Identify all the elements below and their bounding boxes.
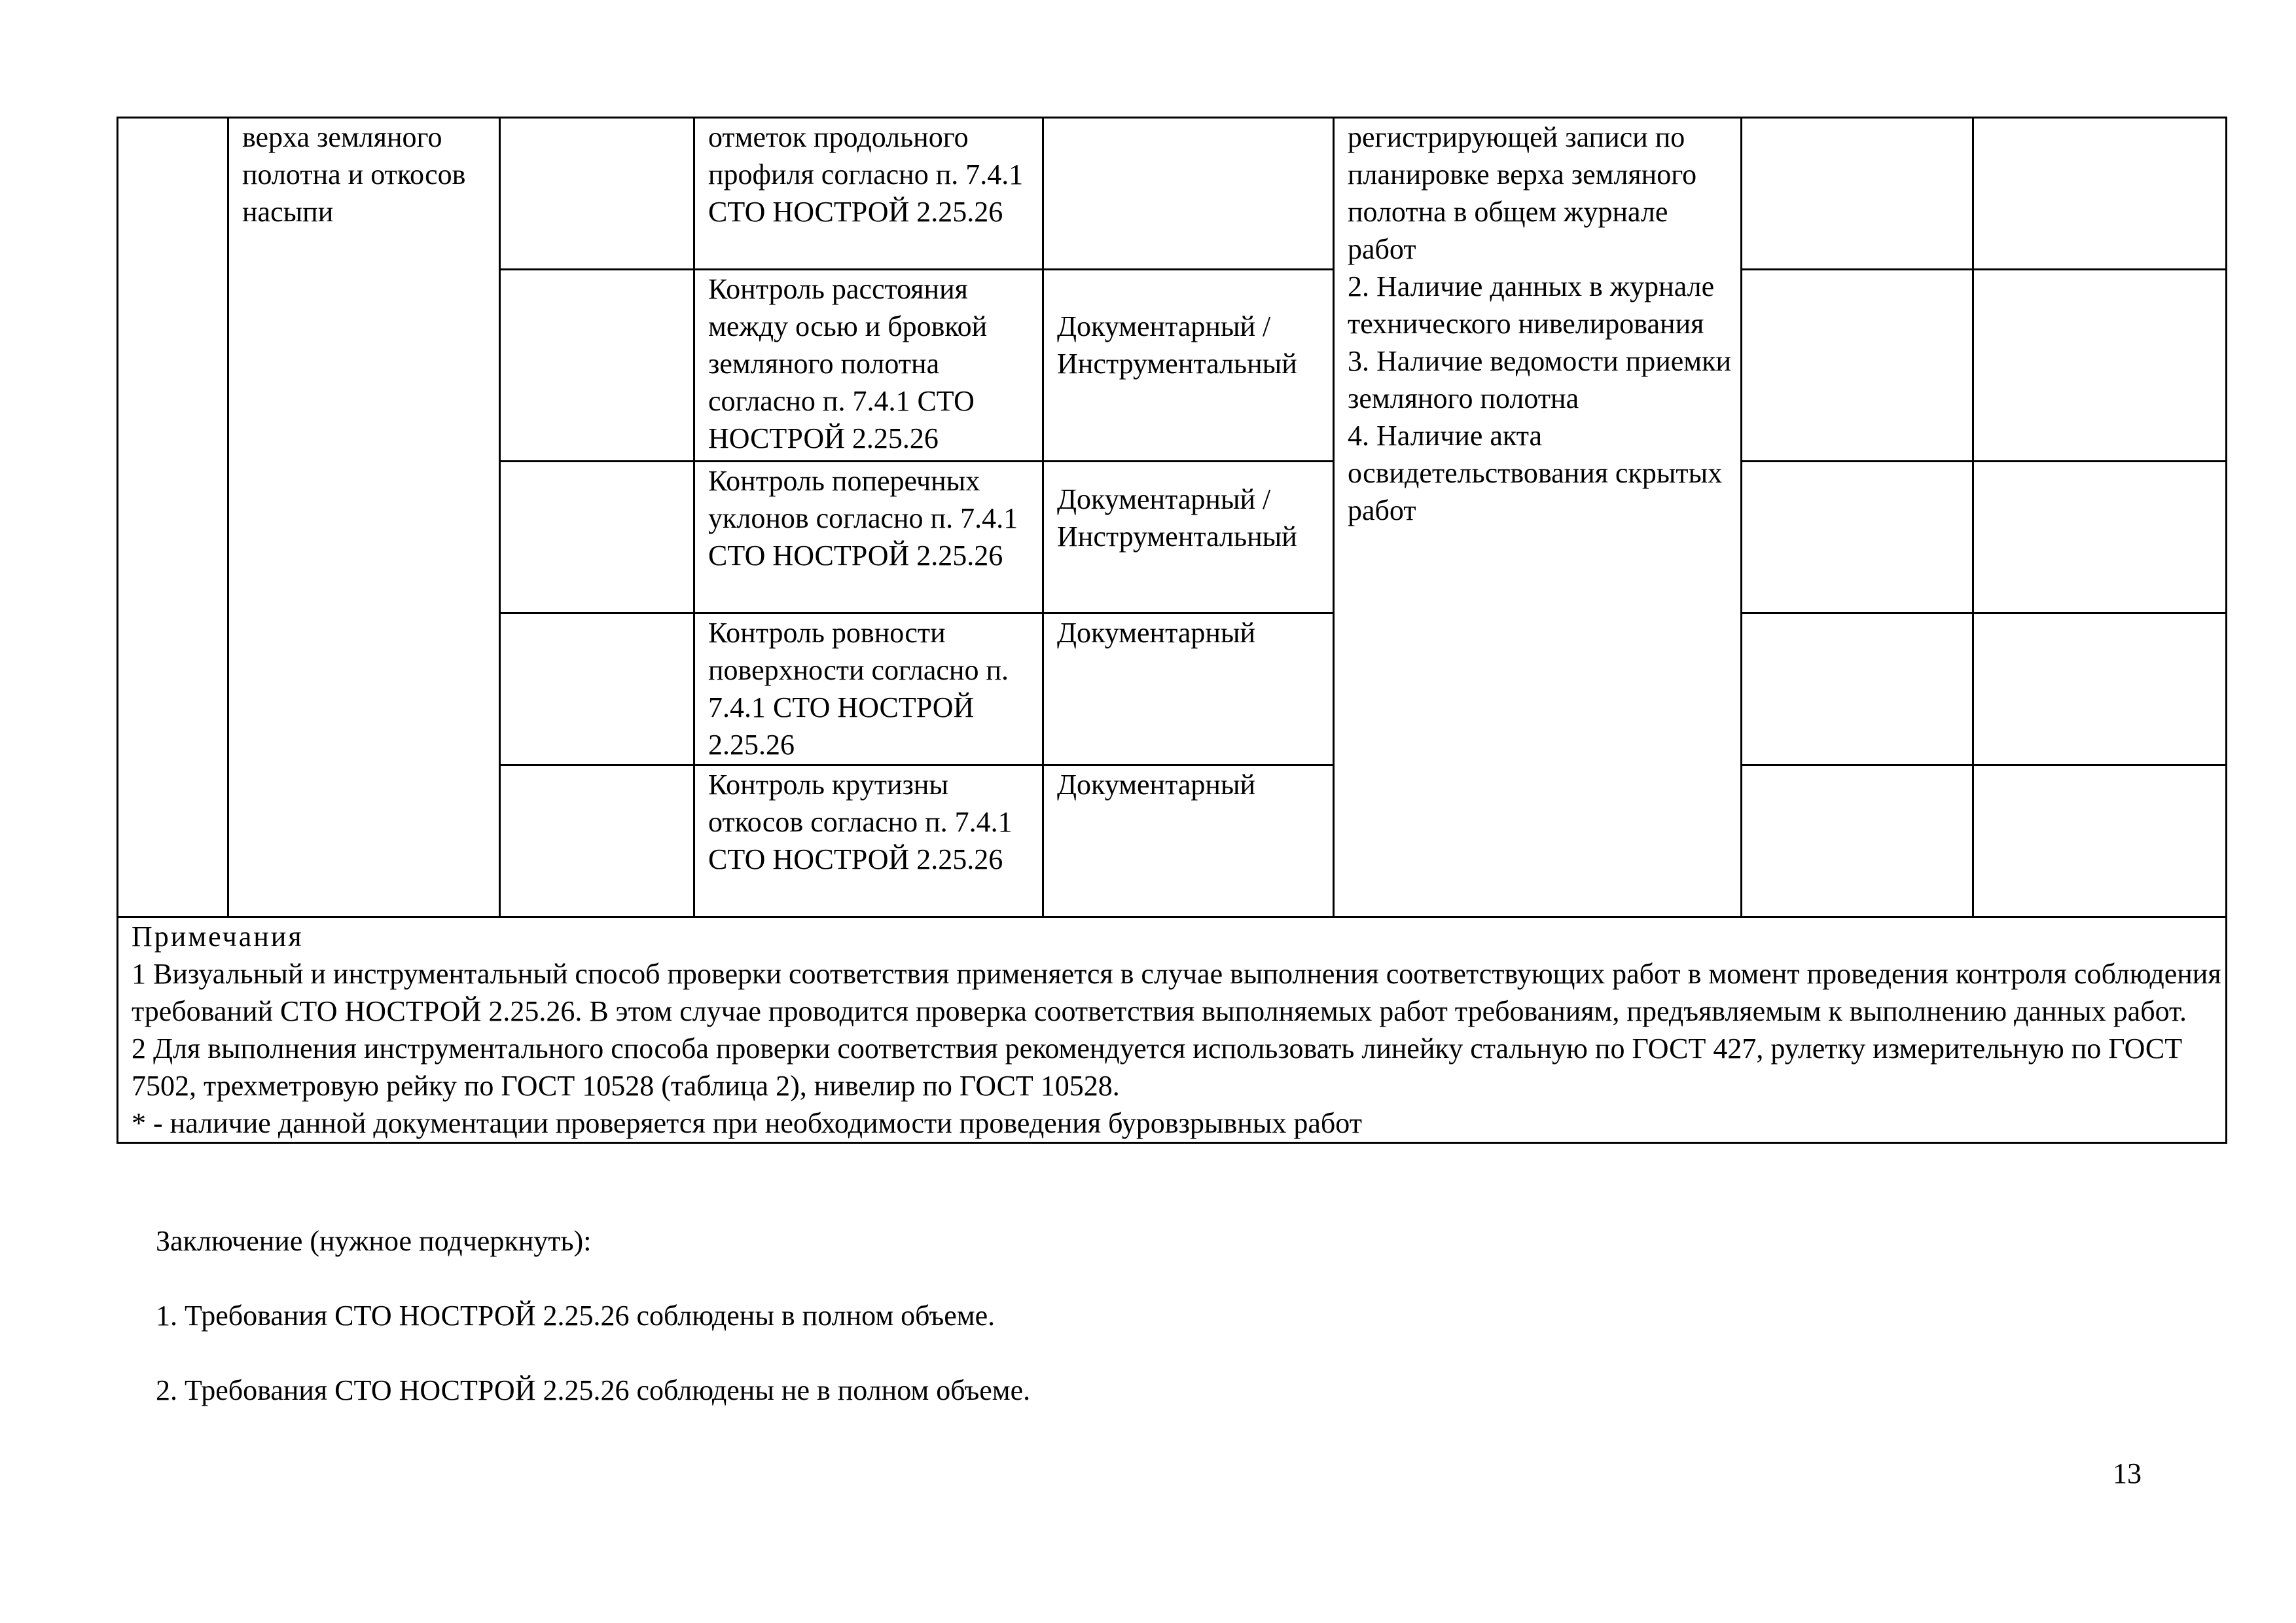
result-cell	[1742, 118, 1973, 270]
method-cell	[1043, 270, 1334, 462]
remark-cell	[1973, 118, 2227, 270]
control-item-text: Контроль крутизны откосов согласно п. 7.4.1 СТО НОСТРОЙ 2.25.26	[708, 769, 1013, 875]
control-item-cell	[694, 613, 1043, 765]
remark-cell	[1973, 613, 2227, 765]
method-text: Документарный / Инструментальный	[1057, 310, 1297, 380]
result-cell	[1742, 765, 1973, 917]
note-item-2: 2 Для выполнения инструментального способа проверки соответствия рекомендуется использовать линейку стальную по ГОСТ 427, рулетку измерительную по ГОСТ 7502, трехметровую рейку по ГОСТ 10528 (таблица 2), нивелир по ГОСТ 10528.	[132, 1032, 2183, 1102]
remark-cell	[1973, 462, 2227, 613]
work-stage-text: верха земляного полотна и откосов насыпи	[242, 121, 466, 228]
result-cell	[1742, 270, 1973, 462]
remark-cell	[1973, 765, 2227, 917]
control-item-text: Контроль расстояния между осью и бровкой земляного полотна согласно п. 7.4.1 СТО НОСТРОЙ 2.25.26	[708, 273, 988, 454]
empty-cell	[500, 270, 694, 462]
remark-cell	[1973, 270, 2227, 462]
conclusion-title: Заключение (нужное подчеркнуть):	[156, 1225, 592, 1257]
result-cell	[1742, 613, 1973, 765]
documents-cell	[1334, 118, 1742, 917]
empty-cell	[500, 613, 694, 765]
result-cell	[1742, 462, 1973, 613]
control-item-cell	[694, 118, 1043, 270]
method-cell	[1043, 613, 1334, 765]
control-item-cell	[694, 270, 1043, 462]
page-number: 13	[2113, 1457, 2142, 1489]
method-cell	[1043, 462, 1334, 613]
work-stage-cell	[228, 118, 500, 917]
inspection-table	[117, 117, 2227, 1144]
note-item-3: * - наличие данной документации проверяется при необходимости проведения буровзрывных работ	[132, 1107, 1362, 1139]
notes-cell	[118, 917, 2227, 1143]
control-item-text: Контроль поперечных уклонов согласно п. 7.4.1 СТО НОСТРОЙ 2.25.26	[708, 465, 1018, 572]
empty-cell	[500, 462, 694, 613]
conclusion-option-2: 2. Требования СТО НОСТРОЙ 2.25.26 соблюдены не в полном объеме.	[156, 1374, 1031, 1406]
method-text: Документарный	[1057, 617, 1256, 649]
method-text: Документарный	[1057, 769, 1256, 801]
empty-cell	[500, 118, 694, 270]
method-cell	[1043, 765, 1334, 917]
empty-cell	[500, 765, 694, 917]
control-item-cell	[694, 765, 1043, 917]
method-text: Документарный / Инструментальный	[1057, 483, 1297, 553]
note-item-1: 1 Визуальный и инструментальный способ проверки соответствия применяется в случае выполнения соответствующих работ в момент проведения контроля соблюдения требований СТО НОСТРОЙ 2.25.26. В этом случае проводится проверка соответствия выполняемых работ требованиям, предъявляемым к выполнению данных работ.	[132, 958, 2221, 1027]
control-item-text: Контроль ровности поверхности согласно п. 7.4.1 СТО НОСТРОЙ 2.25.26	[708, 617, 1009, 761]
conclusion-option-1: 1. Требования СТО НОСТРОЙ 2.25.26 соблюдены в полном объеме.	[156, 1300, 996, 1332]
notes-heading: Примечания	[132, 921, 304, 953]
control-item-cell	[694, 462, 1043, 613]
number-cell	[118, 118, 228, 917]
method-cell	[1043, 118, 1334, 270]
documents-text: регистрирующей записи по планировке верха земляного полотна в общем журнале работ 2. Наличие данных в журнале технического нивелирования 3. Наличие ведомости приемки земляного полотна 4. Наличие акта освидетельствования скрытых работ	[1348, 121, 1732, 526]
control-item-text: отметок продольного профиля согласно п. 7.4.1 СТО НОСТРОЙ 2.25.26	[708, 121, 1024, 228]
